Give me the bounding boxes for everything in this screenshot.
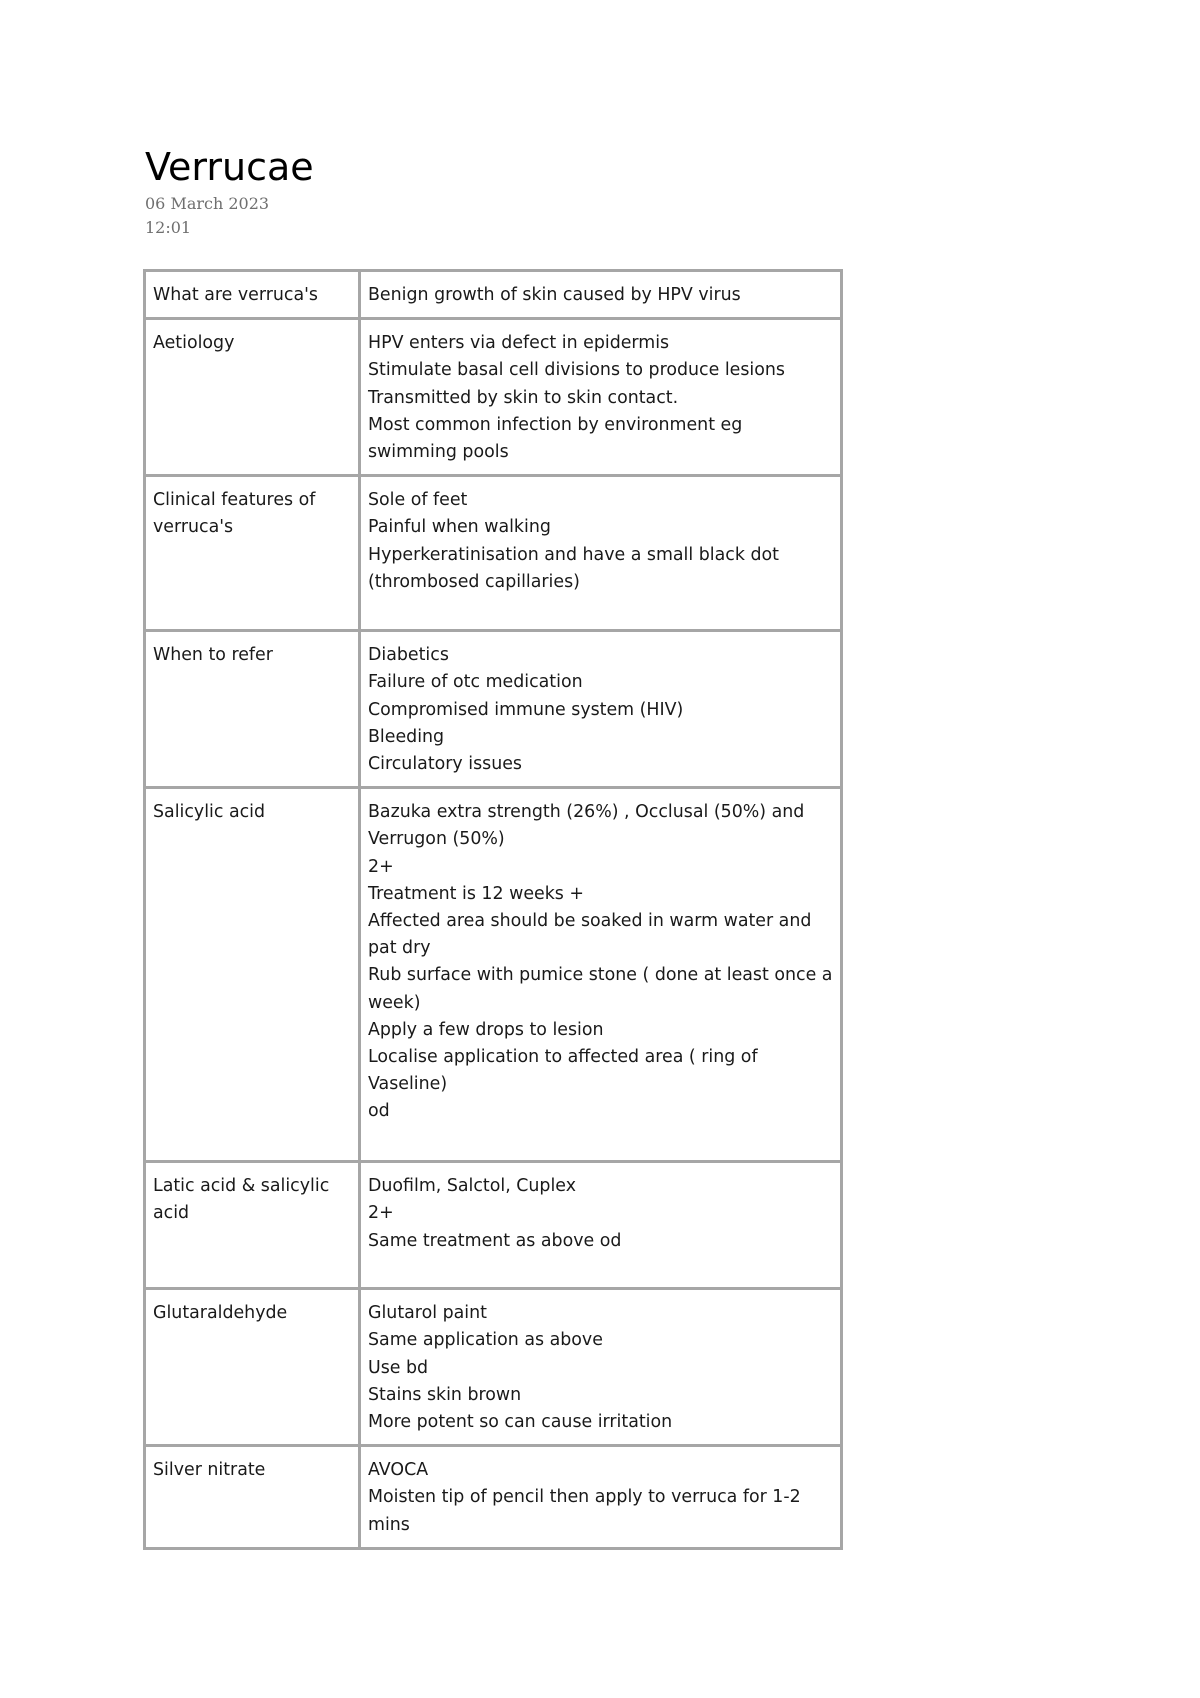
row-topic: Salicylic acid	[153, 802, 266, 823]
row-detail-cell	[360, 1289, 842, 1446]
row-topic: Aetiology	[153, 333, 235, 354]
row-topic-cell	[145, 1289, 360, 1446]
page-time: 12:01	[145, 218, 192, 237]
detail-line: Localise application to affected area ( ring of Vaseline)	[368, 1047, 758, 1095]
row-topic: Latic acid & salicylic acid	[153, 1176, 330, 1224]
detail-line: Stains skin brown	[368, 1384, 522, 1405]
table-row	[145, 631, 842, 788]
detail-line: Apply a few drops to lesion	[368, 1019, 604, 1040]
notes-table	[143, 269, 843, 1550]
row-detail-cell	[360, 631, 842, 788]
detail-line: Sole of feet	[368, 490, 468, 511]
detail-line: Painful when walking	[368, 517, 551, 538]
page-title: Verrucae	[145, 145, 314, 189]
table-row	[145, 271, 842, 319]
detail-line: Failure of otc medication	[368, 672, 583, 693]
table-row	[145, 1162, 842, 1289]
detail-line: Use bd	[368, 1357, 429, 1378]
detail-line: Rub surface with pumice stone ( done at least once a week)	[368, 965, 833, 1013]
row-topic-cell	[145, 319, 360, 476]
detail-line: Most common infection by environment eg swimming pools	[368, 414, 743, 463]
detail-line: Bazuka extra strength (26%) , Occlusal (50%) and Verrugon (50%)	[368, 802, 805, 850]
table-row	[145, 476, 842, 631]
row-topic-cell	[145, 631, 360, 788]
detail-line: Glutarol paint	[368, 1303, 487, 1324]
row-detail-cell	[360, 1446, 842, 1549]
page-date: 06 March 2023	[145, 194, 270, 213]
row-topic-cell	[145, 476, 360, 631]
row-topic-cell	[145, 788, 360, 1162]
row-topic-cell	[145, 1162, 360, 1289]
row-topic-cell	[145, 1446, 360, 1549]
detail-line: Affected area should be soaked in warm water and pat dry	[368, 911, 812, 959]
row-topic: When to refer	[153, 645, 273, 666]
detail-line: Treatment is 12 weeks +	[368, 883, 584, 904]
row-topic-cell	[145, 271, 360, 319]
detail-line: od	[368, 1101, 390, 1122]
detail-line: 2+	[368, 856, 394, 877]
table-row	[145, 1446, 842, 1549]
detail-line: Same application as above	[368, 1330, 603, 1351]
detail-line: Same treatment as above od	[368, 1230, 622, 1251]
table-row	[145, 319, 842, 476]
detail-line: Circulatory issues	[368, 754, 522, 775]
detail-line: Duofilm, Salctol, Cuplex	[368, 1176, 576, 1197]
row-topic: What are verruca's	[153, 285, 318, 305]
table-row	[145, 1289, 842, 1446]
detail-line: Benign growth of skin caused by HPV virus	[368, 285, 741, 305]
row-detail-cell	[360, 476, 842, 631]
detail-line: Hyperkeratinisation and have a small black dot (thrombosed capillaries)	[368, 544, 779, 592]
table-row	[145, 788, 842, 1162]
row-detail-cell	[360, 788, 842, 1162]
row-detail-cell	[360, 319, 842, 476]
detail-line: 2+	[368, 1203, 394, 1224]
row-topic: Clinical features of verruca's	[153, 490, 316, 538]
detail-line: Diabetics	[368, 645, 449, 666]
detail-line: Moisten tip of pencil then apply to verruca for 1-2 mins	[368, 1487, 801, 1535]
row-topic: Silver nitrate	[153, 1460, 266, 1481]
row-detail-cell	[360, 1162, 842, 1289]
detail-line: More potent so can cause irritation	[368, 1412, 673, 1433]
detail-line: Stimulate basal cell divisions to produce lesions	[368, 360, 785, 381]
detail-line: Transmitted by skin to skin contact.	[368, 387, 679, 408]
row-topic: Glutaraldehyde	[153, 1303, 288, 1324]
detail-line: HPV enters via defect in epidermis	[368, 333, 670, 354]
detail-line: Bleeding	[368, 726, 445, 747]
detail-line: AVOCA	[368, 1460, 429, 1481]
row-detail-cell	[360, 271, 842, 319]
detail-line: Compromised immune system (HIV)	[368, 699, 684, 720]
